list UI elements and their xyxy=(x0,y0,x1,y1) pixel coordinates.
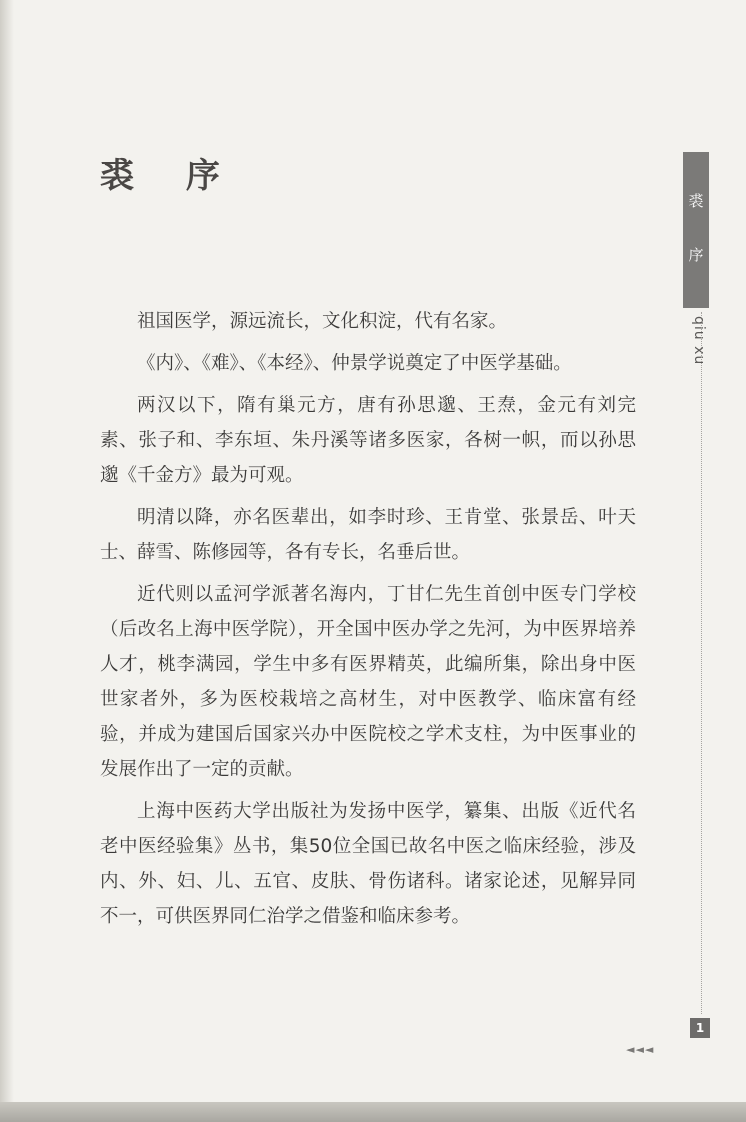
page-title: 裘 序 xyxy=(100,156,240,196)
side-tab-char-1: 裘 xyxy=(688,192,704,210)
paragraph: 祖国医学，源远流长，文化积淀，代有名家。 xyxy=(137,311,508,332)
page-binding-shadow xyxy=(0,0,14,1102)
side-tab-char-2: 序 xyxy=(688,246,704,264)
paragraph: 《内》、《难》、《本经》、仲景学说奠定了中医学基础。 xyxy=(137,353,572,374)
preface-body xyxy=(100,304,636,941)
page-number: 1 xyxy=(690,1018,710,1038)
page-bottom-edge xyxy=(0,1102,746,1122)
paragraph: 近代则以孟河学派著名海内，丁甘仁先生首创中医专门学校（后改名上海中医学院），开全国中医办学之先河，为中医界培养人才，桃李满园，学生中多有医界精英，此编所集，除出身中医世家者外，多为医校栽培之高材生，对中医教学、临床富有经验，并成为建国后国家兴办中医院校之学术支柱，为中医事业的发展作出了一定的贡献。 xyxy=(100,584,636,780)
side-pinyin-label: qiu xu xyxy=(691,316,707,366)
paragraph: 两汉以下，隋有巢元方，唐有孙思邈、王焘，金元有刘完素、张子和、李东垣、朱丹溪等诸多医家，各树一帜，而以孙思邈《千金方》最为可观。 xyxy=(100,395,636,486)
section-side-tab xyxy=(683,152,709,308)
paragraph: 明清以降，亦名医辈出，如李时珍、王肯堂、张景岳、叶天士、薛雪、陈修园等，各有专长，名垂后世。 xyxy=(100,507,636,563)
margin-dotted-rule xyxy=(701,312,702,1014)
paragraph: 上海中医药大学出版社为发扬中医学，纂集、出版《近代名老中医经验集》丛书，集50位全国已故名中医之临床经验，涉及内、外、妇、儿、五官、皮肤、骨伤诸科。诸家论述，见解异同不一，可供医界同仁治学之借鉴和临床参考。 xyxy=(100,801,636,927)
page-arrows-icon: ◄◄◄ xyxy=(626,1043,655,1056)
